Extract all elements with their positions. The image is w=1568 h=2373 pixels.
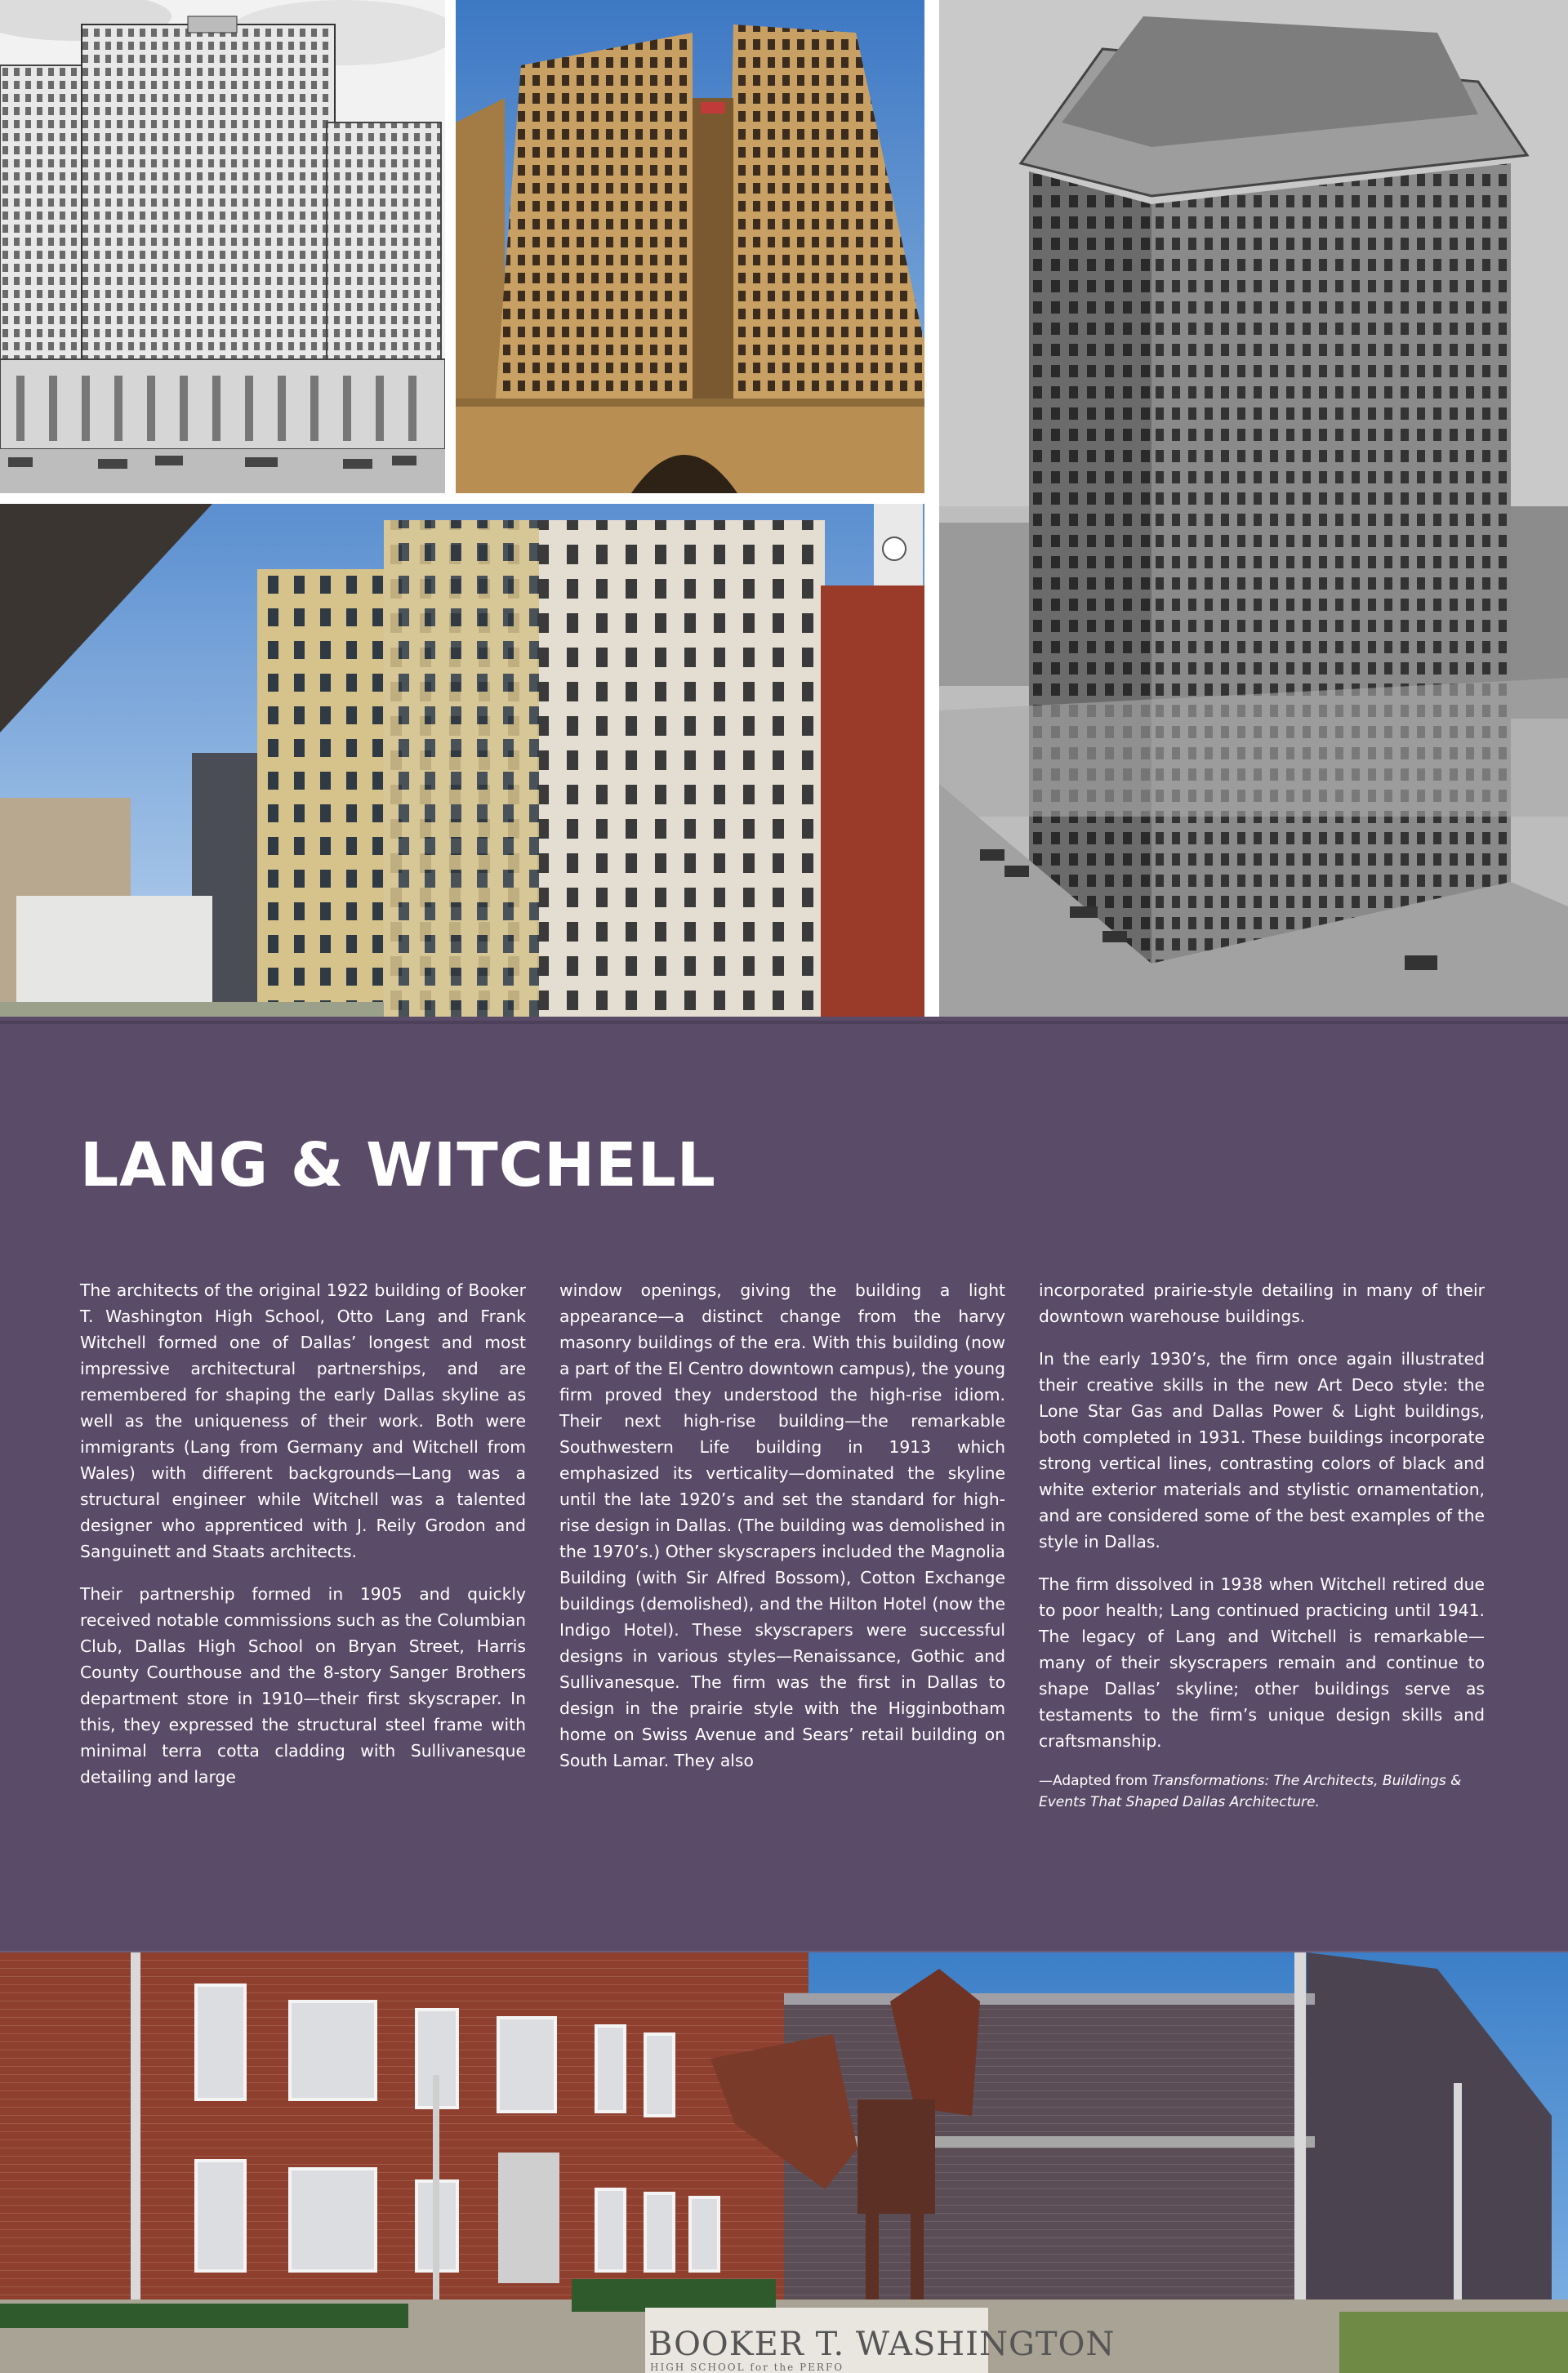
page-title: LANG & WITCHELL xyxy=(80,1130,716,1200)
photo-street-buildings xyxy=(0,504,924,1017)
paragraph: The firm dissolved in 1938 when Witchell retired due to poor health; Lang continued practicing until 1941. The legacy of Lang and Witchell is remarkable—many of their skyscrapers remain and continue to shape Dallas’ skyline; other buildings serve as testaments to the firm’s unique design skills and craftsmanship. xyxy=(1039,1574,1485,1751)
photo-gutter-vertical xyxy=(445,0,456,504)
paragraph: In the early 1930’s, the firm once again illustrated their creative skills in the new Art Deco style: the Lone Star Gas and Dallas Power & Light buildings, both completed in 1931. These buildings incorporate strong vertical lines, contrasting colors of black and white exterior materials and stylistic ornamentation, and are considered some of the best examples of the style in Dallas. xyxy=(1039,1349,1485,1552)
photo-gutter-horizontal xyxy=(0,493,924,504)
text-panel xyxy=(0,1021,1568,1956)
photo-gutter-right xyxy=(924,0,939,1017)
paragraph: window openings, giving the building a light appearance—a distinct change from the harvy masonry buildings of the era. With this building (now a part of the El Centro downtown campus), the young firm proved they understood the high-rise idiom. Their next high-rise building—the remarkable Southwestern Life building in 1913 which emphasized its verticality—dominated the skyline until the late 1920’s and set the standard for high-rise design in Dallas. (The building was demolished in the 1970’s.) Other skyscrapers included the Magnolia Building (with Sir Alfred Bossom), Cotton Exchange buildings (demolished), and the Hilton Hotel (now the Indigo Hotel). These skyscrapers were successful designs in various styles—Renaissance, Gothic and Sullivanesque. The firm was the first in Dallas to design in the prairie style with the Higginbotham home on Swiss Avenue and Sears’ retail building on South Lamar. They also xyxy=(559,1280,1005,1770)
text-column-3 xyxy=(1039,1277,1485,1813)
school-sign-subtitle: HIGH SCHOOL for the PERFO xyxy=(650,2362,844,2373)
source-credit xyxy=(1039,1770,1485,1813)
school-sign-name: BOOKER T. WASHINGTON xyxy=(648,2326,1116,2363)
photo-school-pegasus xyxy=(0,1952,1568,2373)
photo-engraving-skyscraper xyxy=(0,0,445,493)
photo-skyscraper-upward xyxy=(456,0,924,493)
text-column-2 xyxy=(559,1277,1005,1790)
credit-prefix: —Adapted from xyxy=(1039,1773,1152,1789)
paragraph: Their partnership formed in 1905 and quickly received notable commissions such as the Columbian Club, Dallas High School on Bryan Street, Harris County Courthouse and the 8-story Sanger Brothers department store in 1910—their first skyscraper. In this, they expressed the structural steel frame with minimal terra cotta cladding with Sullivanesque detailing and large xyxy=(80,1584,526,1787)
text-column-1 xyxy=(80,1277,526,1806)
photo-vintage-skyscraper xyxy=(939,0,1568,1017)
credit-book-title: Transformations: The Architects, Buildings & Events That Shaped Dallas Architecture. xyxy=(1039,1773,1462,1810)
paragraph: The architects of the original 1922 building of Booker T. Washington High School, Otto Lang and Frank Witchell formed one of Dallas’ longest and most impressive architectural partnerships, and are remembered for shaping the early Dallas skyline as well as the uniqueness of their work. Both were immigrants (Lang from Germany and Witchell from Wales) with different backgrounds—Lang was a structural engineer while Witchell was a talented designer who apprenticed with J. Reily Grodon and Sanguinett and Staats architects. xyxy=(80,1280,526,1561)
paragraph: incorporated prairie-style detailing in many of their downtown warehouse buildings. xyxy=(1039,1280,1485,1326)
